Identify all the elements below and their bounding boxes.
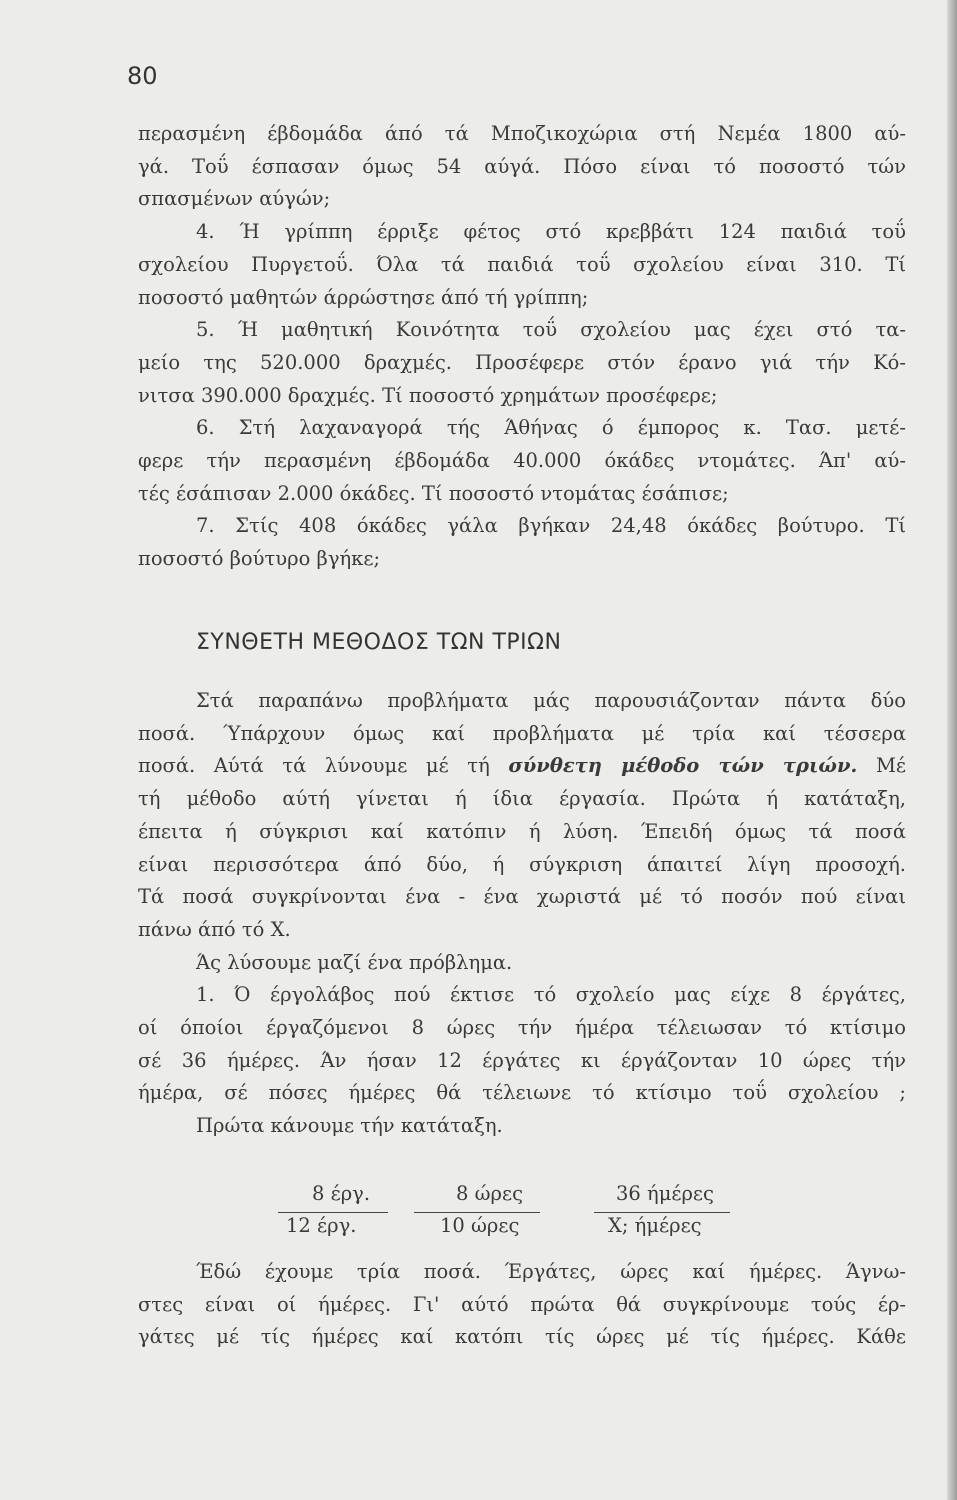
text-line: έπειτα ή σύγκρισι καί κατόπιν ή λύση. Έπειδή όμως τά ποσά <box>138 819 906 843</box>
text-line: 1. Ό έργολάβος πού έκτισε τό σχολείο μας είχε 8 έργάτες, <box>196 983 906 1007</box>
proportion-top-hours: 8 ώρες <box>456 1182 523 1205</box>
page-edge <box>947 0 957 1500</box>
text-line: 6. Στή λαχαναγορά τής Άθήνας ό έμπορος κ. Τασ. μετέ- <box>196 416 906 440</box>
proportion-top-workers: 8 έργ. <box>312 1182 371 1205</box>
text-line: νιτσα 390.000 δραχμές. Τί ποσοστό χρημάτων προσέφερε; <box>138 383 718 407</box>
page-number: 80 <box>127 62 158 90</box>
proportion-bottom-hours: 10 ώρες <box>440 1214 520 1237</box>
text-line: σχολείου Πυργετοΰ. Όλα τά παιδιά τοΰ σχολείου είναι 310. Τί <box>138 252 906 276</box>
text-line: Έδώ έχουμε τρία ποσά. Έργάτες, ώρες καί ήμέρες. Άγνω- <box>196 1260 906 1283</box>
text-segment: ποσά. Αύτά τά λύνουμε μέ τή <box>138 754 490 778</box>
text-line: Στά παραπάνω προβλήματα μάς παρουσιάζονταν πάντα δύο <box>196 689 906 712</box>
text-line: σπασμένων αύγών; <box>138 187 331 211</box>
text-line: ποσά. Ύπάρχουν όμως καί προβλήματα μέ τρία καί τέσσερα <box>138 721 906 745</box>
proportion-bottom-days: Χ; ήμέρες <box>608 1214 702 1237</box>
text-line: τή μέθοδο αύτή γίνεται ή ίδια έργασία. Πρώτα ή κατάταξη, <box>138 787 906 811</box>
text-segment: Μέ <box>875 754 907 778</box>
fraction-line <box>414 1212 540 1213</box>
text-line: Τά ποσά συγκρίνονται ένα - ένα χωριστά μέ τό ποσόν πού είναι <box>138 885 906 909</box>
text-line: μείο της 520.000 δραχμές. Προσέφερε στόν έρανο γιά τήν Κό- <box>138 350 906 374</box>
text-line: Άς λύσουμε μαζί ένα πρόβλημα. <box>196 950 513 974</box>
text-line: τές έσάπισαν 2.000 όκάδες. Τί ποσοστό ντομάτας έσάπισε; <box>138 481 729 505</box>
text-line: Πρώτα κάνουμε τήν κατάταξη. <box>196 1114 503 1138</box>
method-explanation <box>138 685 906 1143</box>
text-line: πάνω άπό τό Χ. <box>138 917 291 941</box>
proportion-top-days: 36 ήμέρες <box>616 1182 714 1205</box>
text-line: σέ 36 ήμέρες. Άν ήσαν 12 έργάτες κι έργάζονταν 10 ώρες τήν <box>138 1048 906 1072</box>
text-line: στες είναι οί ήμέρες. Γι' αύτό πρώτα θά συγκρίνουμε τούς έρ- <box>138 1292 906 1316</box>
solution-text <box>138 1256 906 1354</box>
text-line: φερε τήν περασμένη έβδομάδα 40.000 όκάδες ντομάτες. Άπ' αύ- <box>138 449 906 473</box>
text-line: ποσοστό βούτυρο βγήκε; <box>138 547 381 571</box>
text-line: οί όποίοι έργαζόμενοι 8 ώρες τήν ήμέρα τέλειωσαν τό κτίσιμο <box>138 1016 906 1040</box>
text-line: 4. Ή γρίππη έρριξε φέτος στό κρεββάτι 124 παιδιά τοΰ <box>196 220 906 244</box>
text-line: είναι περισσότερα άπό δύο, ή σύγκριση άπαιτεί λίγη προσοχή. <box>138 852 906 876</box>
section-heading: ΣΥΝΘΕΤΗ ΜΕΘΟΔΟΣ ΤΩΝ ΤΡΙΩΝ <box>196 630 562 655</box>
text-line: γά. Τοΰ έσπασαν όμως 54 αύγά. Πόσο είναι τό ποσοστό τών <box>138 154 906 178</box>
text-line: 5. Ή μαθητική Κοινότητα τοΰ σχολείου μας έχει στό τα- <box>196 318 906 342</box>
text-line: ήμέρα, σέ πόσες ήμέρες θά τέλειωνε τό κτίσιμο τοΰ σχολείου ; <box>138 1081 906 1105</box>
fraction-line <box>594 1212 730 1213</box>
text-line: ποσοστό μαθητών άρρώστησε άπό τή γρίππη; <box>138 285 589 309</box>
text-line: γάτες μέ τίς ήμέρες καί κατόπι τίς ώρες μέ τίς ήμέρες. Κάθε <box>138 1325 906 1349</box>
text-line: περασμένη έβδομάδα άπό τά Μποζικοχώρια στή Νεμέα 1800 αύ- <box>138 122 906 145</box>
emphasized-term: σύνθετη μέθοδο τών τριών. <box>508 754 858 778</box>
fraction-line <box>278 1212 388 1213</box>
proportion-bottom-workers: 12 έργ. <box>286 1214 357 1237</box>
exercise-list <box>138 118 906 576</box>
text-line <box>138 750 906 783</box>
text-line: 7. Στίς 408 όκάδες γάλα βγήκαν 24,48 όκάδες βούτυρο. Τί <box>196 514 906 538</box>
